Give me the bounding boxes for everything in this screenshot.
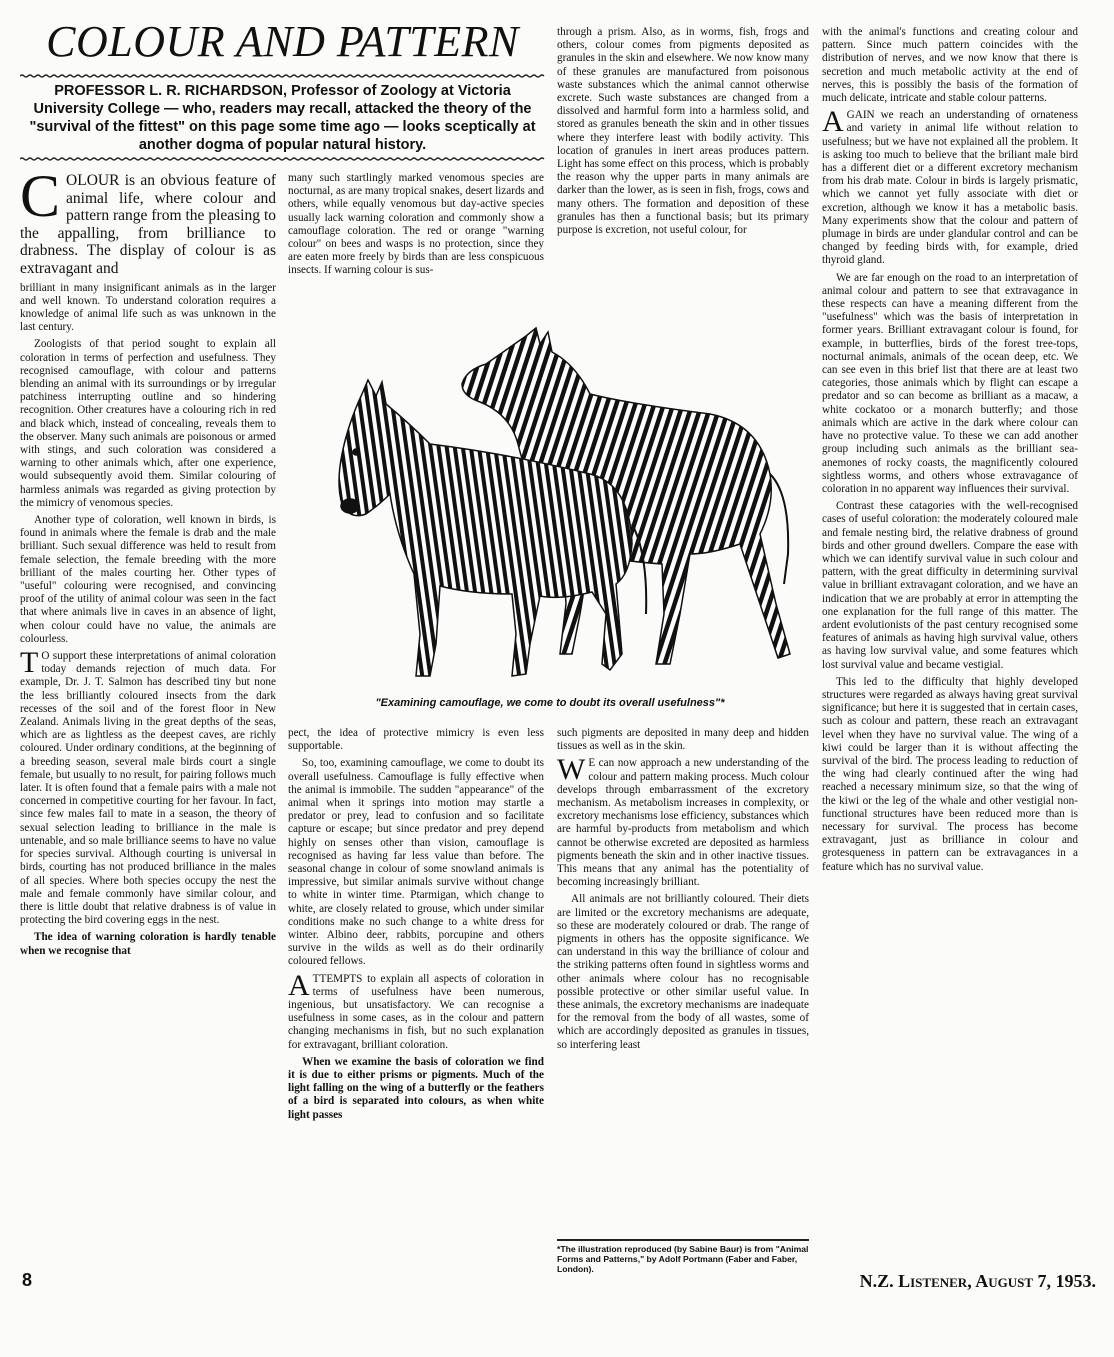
paragraph: brilliant in many insignificant animals as in the larger and well known. To understand coloration requires a knowledge of animal life such as was unknown in the last century. (20, 281, 276, 334)
paragraph: Another type of coloration, well known in birds, is found in animals where the female is drab and the male brilliant. Such sexual difference was held to result from female selection, the female breeding with the more brilliant of the males courting her. Other types of "useful" colouring were recognised, and convincing proof of the utility of animal colour was seen in the fact that where animals live in caves in an absence of light, when colour could have no value, the animals are colourless. (20, 514, 276, 645)
figure-caption: "Examining camouflage, we come to doubt its overall usefulness"* (375, 697, 725, 709)
drop-cap: W (557, 753, 586, 787)
drop-cap: T (20, 646, 39, 680)
paragraph: pect, the idea of protective mimicry is even less supportable. (288, 727, 544, 753)
column-2-top (288, 172, 544, 322)
paragraph: such pigments are deposited in many deep and hidden tissues as well as in the skin. (557, 727, 809, 753)
column-2-bottom (288, 727, 544, 1267)
footnote: *The illustration reproduced (by Sabine Baur) is from "Animal Forms and Patterns," by Adolf Portmann (Faber and Faber, London). (557, 1244, 809, 1274)
drop-cap: A (822, 105, 844, 139)
paragraph: We are far enough on the road to an interpretation of animal colour and pattern to see that extravagance in these respects can have a meaning different from the "usefulness" which was the basis of interpretation in former years. Brilliant extravagant colour is found, for example, in butterflies, birds of the forest tree-tops, nocturnal animals, animals of the ocean deep, etc. We can see even in this brief list that there are at least two categories, those animals which by flight can escape a predator and so can become as brilliant as a macaw, a white cockatoo or a monarch butterfly; and those animals which are active in the dark where colour can have no protective value. To these we can add another group including such animals as the brilliant sea-anemones of rocky coasts, the magnificently coloured sightless worms, and others whose extravagance of coloration in no apparent way influences their survival. (822, 271, 1078, 495)
column-3-top (557, 26, 809, 324)
article-headline: COLOUR AND PATTERN (46, 17, 519, 66)
paragraph: with the animal's functions and creating colour and pattern. Since much pattern coincides with the distribution of nerves, and we now know that there is secretion and much metabolic activity at the end of nerves, this is possibly the basis of the formation of much delicate, intricate and stable colour patterns. (822, 26, 1078, 105)
paragraph: This led to the difficulty that highly developed structures were regarded as always having great survival significance; but here it is suggested that in certain cases, such as colour and pattern, these reach an extravagant level when they have no survival value. The wing of a kiwi could be larger than it is without affecting the survival of the bird. The process leading to reduction of the wing had clearly continued after the wing had reached a necessary minimum size, so that the wing of the kiwi or the leg of the whale and other vestigial non-functional structures have been reduced more than is necessary for survival. The process has become extravagant, just as brilliance in colour and grotesqueness in pattern can be extravagances in a feature which has no survival value. (822, 675, 1078, 873)
paragraph: ATTEMPTS to explain all aspects of coloration in terms of usefulness have been numerous, ingenious, but unsatisfactory. We can recognise a usefulness in some cases, as in the colour and pattern changing mechanisms in fish, but no such explanation for extravagant, brilliant coloration. (288, 968, 544, 1051)
page-number: 8 (22, 1270, 33, 1290)
drop-cap: C (20, 172, 61, 229)
paragraph: When we examine the basis of coloration we find it is due to either prisms or pigments. Much of the light falling on the wing of a butterfly or the feathers of a bird is separated into colours, as when white light passes (288, 1055, 544, 1121)
paragraph: The idea of warning coloration is hardly tenable when we recognise that (20, 931, 276, 957)
drop-cap: A (288, 968, 310, 1002)
paragraph: W E can now approach a new understanding of the colour and pattern making process. Much colour develops through embarrassment of the excretory mechanism. As metabolism increases in complexity, or excretory mechanisms lose efficiency, substances which are harmful by-products from metabolism and which cannot be otherwise excreted are deposited as harmless pigments beneath the skin and in other inactive tissues. This means that any animal has the potentiality of becoming increasingly brilliant. (557, 753, 809, 889)
paragraph: So, too, examining camouflage, we come to doubt its overall usefulness. Camouflage is fully effective when the animal is immobile. The sudden "appearance" of the animal when it springs into motion may startle a predator or prey, lead to confusion and so facilitate capture or escape; but since predator and prey depend highly on senses other than vision, camouflage is recognised as having far less value than before. The seasonal change in colour of some snowland animals is impressive, but similar animals survive without change to white in winter time. Ptarmigan, which change to white, are closely related to grouse, which under similar conditions make no such change to a white dress for winter. Albino deer, rabbits, porcupine and others survive in the wilds as well as do their ordinarily coloured fellows. (288, 757, 544, 968)
zebra-illustration (290, 324, 810, 698)
paragraph: through a prism. Also, as in worms, fish, frogs and others, colour comes from pigments deposited as granules in the skin and elsewhere. We now know many of these granules are manufactured from poisonous waste substances which the animal cannot otherwise excrete. Such waste substances are changed from a dissolved and harmful form into a harmless solid, and stored as granules beneath the skin and in other tissues where they interfere least with bodily activity. This location of granules in inert areas produces pattern. Light has some effect on this process, which is probably the reason why the upper parts in many animals are darker than the lower, as is seen in fish, frogs, cows and many others. The formation and deposition of these granules has then a functional basis; but its primary purpose is excretion, not useful colour, for (557, 26, 809, 237)
footnote-rule (557, 1239, 809, 1241)
wavy-divider (20, 74, 545, 78)
paragraph: Zoologists of that period sought to explain all coloration in terms of perfection and usefulness. They recognised camouflage, with colour and patterns blending an animal with its surroundings or by irregular patchiness interrupting outline and so hindering recognition. Other creatures have a colouring rich in red and black which, instead of concealing, reveals them to the observer. Many such animals are poisonous or armed with stings, and such coloration was considered a warning to other animals which, after one experience, would subsequently avoid them. Similar colouring of harmless animals was regarded as giving protection by the mimicry of venomous species. (20, 338, 276, 509)
masthead: N.Z. Listener, August 7, 1953. (859, 1271, 1096, 1291)
column-3-bottom (557, 727, 809, 1237)
paragraph: Contrast these catagories with the well-recognised cases of useful coloration: the moderately coloured male and female nesting bird, the relative drabness of ground birds and other ground dwellers. Compare the ease with which we can identify survival value in such colour and pattern, with the great difficulty in determining survival value in brilliant extravagant coloration, and we have an indication that we are probably at error in attempting the one explanation for the full range of this matter. The ardent evolutionists of the past century recognised some features of animals as having high survival value, others as having low survival value, and some features which lost survival value and became vestigial. (822, 500, 1078, 671)
paragraph: T O support these interpretations of animal coloration today demands rejection of much data. For example, Dr. J. T. Salmon has described tiny but none the less brilliantly coloured insects from the dark recesses of the soil and of the forest floor in New Zealand. Animals living in the great depths of the seas, which are as lightless as the deepest caves, are richly coloured. Under ordinary conditions, at the beginning of a breeding season, several male birds court a single female, but usually to no result, for pairing follows much later. It is often found that a female pairs with a male not concerned in competitive courting for her favour. In fact, since few males fail to mate in a season, the theory of sexual selection leading to brilliance in the male is untenable, and so male brilliance seems to have no value for species survival. Although courting is universal in birds, courting has not produced brilliance in the males of all species. Where both species occupy the nest the male and female commonly have similar colour, and there is little doubt that relative drabness is of value in protecting the bird covering eggs in the nest. (20, 646, 276, 927)
standfirst: PROFESSOR L. R. RICHARDSON, Professor of Zoology at Victoria University College — who, readers may recall, attacked the theory of the "survival of the fittest" on this page some time ago — looks sceptically at another dogma of popular natural history. (29, 83, 536, 153)
column-4 (822, 26, 1078, 1266)
column-1 (20, 172, 276, 1266)
lead-paragraph: COLOUR is an obvious feature of animal life, where colour and pattern range from the pleasing to the appalling, from brilliance to drabness. The display of colour is as extravagant and (20, 172, 276, 277)
paragraph: many such startlingly marked venomous species are nocturnal, as are many tropical snakes, desert lizards and others, while equally venomous but day-active species usually lack warning coloration and commonly show a camouflage coloration. The red or orange "warning colour" on bees and wasps is no protection, since they are eaten more freely by birds than are less conspicuous insects. If warning colour is sus- (288, 172, 544, 277)
paragraph: AGAIN we reach an understanding of ornateness and variety in animal life without relation to usefulness; but we have not explained all the problem. It is asking too much to believe that the briliant male bird has a different diet or a different excretory mechanism from his drab mate. Colour in birds is largely prismatic, which we cannot yet fully associate with diet or excretion, although we know it has a metabolic basis. Many experiments show that the colour and pattern of plumage in birds are under glandular control and can be changed by feeding birds with, for example, dried thyroid gland. (822, 105, 1078, 267)
paragraph: All animals are not brilliantly coloured. Their diets are limited or the excretory mechanisms are adequate, so these are moderately coloured or drab. The range of pigments in others has the opposite significance. We can understand in this way the brilliance of colour and the striking patterns often found in sightless worms and other animals where colour has no recognisable possible protective or other similar useful value. In these animals, the excretory mechanisms are inadequate for the removal from the body of all wastes, some of which are accordingly deposited as granules in tissues, so interfering least (557, 893, 809, 1051)
wavy-divider (20, 157, 545, 161)
